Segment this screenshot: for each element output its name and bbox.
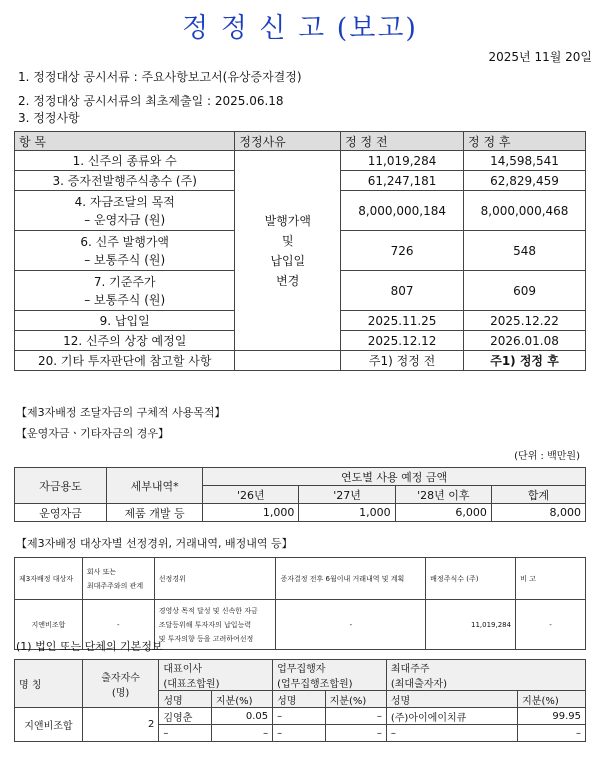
header-year: '28년 이후 xyxy=(395,486,491,504)
page-title: 정 정 신 고 (보고) xyxy=(182,13,418,44)
value-after: 548 xyxy=(464,231,586,271)
subheader-name: 성명 xyxy=(386,691,517,708)
table-cell-empty xyxy=(235,351,341,371)
exec-share: – xyxy=(325,725,386,742)
value-before: 주1) 정정 전 xyxy=(341,351,464,371)
value-before: 11,019,284 xyxy=(341,151,464,171)
major-name: – xyxy=(386,725,517,742)
value-after: 2025.12.22 xyxy=(464,311,586,331)
header-after: 정 정 후 xyxy=(464,132,586,151)
allottee-selection: 경영상 목적 달성 및 신속한 자금 조달등위해 투자자의 납입능력 및 투자의향 등을 고려하여선정 xyxy=(154,600,276,650)
correction-items-heading: 3. 정정사항 xyxy=(18,111,80,125)
table-row-item: 9. 납입일 xyxy=(15,311,235,331)
value-after: 주1) 정정 후 xyxy=(464,351,586,371)
value-before: 726 xyxy=(341,231,464,271)
correction-reason: 발행가액 및 납입일 변경 xyxy=(235,151,341,351)
major-name: (주)아이에이치큐 xyxy=(386,708,517,725)
header-item: 항 목 xyxy=(15,132,235,151)
subheader-share: 지분(%) xyxy=(325,691,386,708)
header-executive: 업무집행자 (업무집행조합원) xyxy=(273,660,387,691)
table-row-item: 6. 신주 발행가액 – 보통주식 (원) xyxy=(15,231,235,271)
usage-amount: 6,000 xyxy=(395,504,491,522)
first-submission-line: 2. 정정대상 공시서류의 최초제출일 : 2025.06.18 xyxy=(18,94,284,108)
exec-share: – xyxy=(325,708,386,725)
value-after: 2026.01.08 xyxy=(464,331,586,351)
allottee-note: - xyxy=(516,600,586,650)
value-after: 62,829,459 xyxy=(464,171,586,191)
exec-name: – xyxy=(273,708,326,725)
value-after: 14,598,541 xyxy=(464,151,586,171)
section-heading-operating: 【운영자금ㆍ기타자금의 경우】 xyxy=(16,427,170,440)
exec-name: – xyxy=(273,725,326,742)
subheader-name: 성명 xyxy=(273,691,326,708)
target-document-line: 1. 정정대상 공시서류 : 주요사항보고서(유상증자결정) xyxy=(18,70,302,84)
value-before: 2025.11.25 xyxy=(341,311,464,331)
report-date: 2025년 11월 20일 xyxy=(488,50,592,64)
value-after: 609 xyxy=(464,271,586,311)
allottee-table xyxy=(14,557,586,650)
value-before: 807 xyxy=(341,271,464,311)
usage-detail: 제품 개발 등 xyxy=(106,504,202,522)
subheader-name: 성명 xyxy=(159,691,212,708)
header-investor-count: 출자자수 (명) xyxy=(82,660,159,708)
allottee-name: 지앤비조합 xyxy=(15,600,83,650)
table-row-item: 4. 자금조달의 목적 – 운영자금 (원) xyxy=(15,191,235,231)
rep-share: 0.05 xyxy=(211,708,272,725)
header-detail: 세부내역* xyxy=(106,468,202,504)
header-use: 자금용도 xyxy=(15,468,107,504)
usage-type: 운영자금 xyxy=(15,504,107,522)
fund-usage-table xyxy=(14,467,586,522)
usage-amount: 1,000 xyxy=(299,504,395,522)
allottee-relation: - xyxy=(82,600,154,650)
header-note: 비 고 xyxy=(516,558,586,600)
table-row-item: 3. 증자전발행주식총수 (주) xyxy=(15,171,235,191)
header-shares: 배정주식수 (주) xyxy=(426,558,516,600)
entity-investor-count: 2 xyxy=(82,708,159,742)
section-heading-allottee: 【제3자배정 대상자별 선정경위, 거래내역, 배정내역 등】 xyxy=(16,537,293,550)
value-after: 8,000,000,468 xyxy=(464,191,586,231)
rep-share: – xyxy=(211,725,272,742)
subheader-share: 지분(%) xyxy=(211,691,272,708)
header-total: 합계 xyxy=(491,486,585,504)
rep-name: 김영춘 xyxy=(159,708,212,725)
header-name: 명 칭 xyxy=(15,660,83,708)
section-heading-purpose: 【제3자배정 조달자금의 구체적 사용목적】 xyxy=(16,406,226,419)
table-row-item: 12. 신주의 상장 예정일 xyxy=(15,331,235,351)
header-year: '26년 xyxy=(203,486,299,504)
usage-amount: 1,000 xyxy=(203,504,299,522)
value-before: 61,247,181 xyxy=(341,171,464,191)
entity-info-table xyxy=(14,659,586,742)
header-before: 정 정 전 xyxy=(341,132,464,151)
header-year: '27년 xyxy=(299,486,395,504)
header-selection: 선정경위 xyxy=(154,558,276,600)
major-share: 99.95 xyxy=(518,708,586,725)
header-reason: 정정사유 xyxy=(235,132,341,151)
section-heading-basic-info: (1) 법인 또는 단체의 기본정보 xyxy=(16,640,163,653)
header-representative: 대표이사 (대표조합원) xyxy=(159,660,273,691)
header-plan: 연도별 사용 예정 금액 xyxy=(203,468,586,486)
header-major-holder: 최대주주 (최대출자자) xyxy=(386,660,585,691)
value-before: 8,000,000,184 xyxy=(341,191,464,231)
value-before: 2025.12.12 xyxy=(341,331,464,351)
header-allottee: 제3자배정 대상자 xyxy=(15,558,83,600)
allottee-shares: 11,019,284 xyxy=(426,600,516,650)
unit-label: (단위 : 백만원) xyxy=(514,451,580,462)
allottee-transactions: - xyxy=(276,600,426,650)
table-row-item: 20. 기타 투자판단에 참고할 사항 xyxy=(15,351,235,371)
major-share: – xyxy=(518,725,586,742)
usage-total: 8,000 xyxy=(491,504,585,522)
entity-name: 지앤비조합 xyxy=(15,708,83,742)
table-row-item: 1. 신주의 종류와 수 xyxy=(15,151,235,171)
header-transactions: 증자결정 전후 6월이내 거래내역 및 계획 xyxy=(276,558,426,600)
rep-name: – xyxy=(159,725,212,742)
header-relation: 회사 또는 최대주주와의 관계 xyxy=(82,558,154,600)
table-row-item: 7. 기준주가 – 보통주식 (원) xyxy=(15,271,235,311)
subheader-share: 지분(%) xyxy=(518,691,586,708)
correction-table xyxy=(14,131,586,371)
